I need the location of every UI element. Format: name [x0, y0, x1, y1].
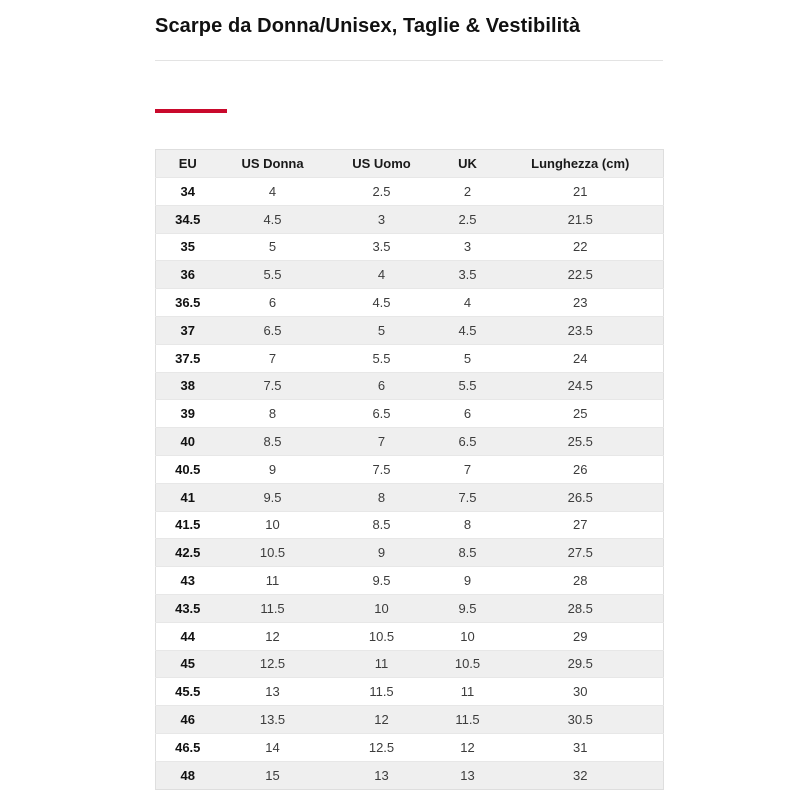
table-cell: 12.5 [368, 739, 395, 755]
table-cell: 6 [377, 378, 386, 394]
table-row [156, 678, 664, 706]
column-header-uk: UK [458, 156, 477, 171]
table-cell: 29 [573, 628, 588, 644]
page-title: Scarpe da Donna/Unisex, Taglie & Vestibilità [155, 15, 581, 37]
table-cell: 13 [460, 767, 475, 783]
table-cell: 34.5 [175, 211, 201, 227]
table-row [156, 344, 664, 372]
table-cell: 3.5 [458, 267, 477, 283]
table-row [156, 289, 664, 317]
table-cell: 5.5 [372, 350, 391, 366]
table-cell: 7.5 [372, 461, 391, 477]
table-cell: 9.5 [372, 573, 391, 589]
table-cell: 9 [463, 573, 472, 589]
table-cell: 7 [268, 350, 277, 366]
table-cell: 39 [180, 406, 195, 422]
table-row [156, 261, 664, 289]
table-row [156, 205, 664, 233]
table-cell: 44 [180, 628, 195, 644]
table-cell: 6.5 [458, 434, 477, 450]
table-row [156, 316, 664, 344]
table-cell: 5.5 [458, 378, 477, 394]
table-cell: 3.5 [372, 239, 391, 255]
table-cell: 6 [268, 295, 277, 311]
table-cell: 15 [265, 767, 280, 783]
table-cell: 3 [377, 211, 386, 227]
table-row [156, 178, 664, 206]
table-row [156, 233, 664, 261]
table-cell: 5.5 [263, 267, 282, 283]
table-cell: 14 [265, 739, 280, 755]
table-cell: 11 [265, 573, 280, 589]
table-cell: 26 [573, 461, 588, 477]
table-cell: 40 [180, 434, 195, 450]
size-table-header [156, 150, 664, 178]
table-cell: 21.5 [567, 211, 593, 227]
table-cell: 3 [463, 239, 472, 255]
table-cell: 4 [377, 267, 386, 283]
table-row [156, 511, 664, 539]
table-cell: 32 [573, 767, 588, 783]
table-cell: 13 [374, 767, 389, 783]
size-table-body [156, 178, 664, 790]
table-row [156, 733, 664, 761]
table-cell: 38 [180, 378, 195, 394]
accent-bar [155, 109, 227, 113]
table-cell: 7.5 [263, 378, 282, 394]
table-cell: 46 [180, 712, 195, 728]
table-cell: 10.5 [368, 628, 395, 644]
table-cell: 5 [463, 350, 472, 366]
table-cell: 7 [377, 434, 386, 450]
table-cell: 10.5 [259, 545, 286, 561]
table-cell: 11 [374, 656, 389, 672]
table-row [156, 567, 664, 595]
table-row [156, 372, 664, 400]
table-cell: 13.5 [259, 712, 286, 728]
table-cell: 12 [460, 739, 475, 755]
table-cell: 28 [573, 573, 588, 589]
table-cell: 36.5 [175, 295, 201, 311]
column-header-eu: EU [178, 156, 197, 171]
table-row [156, 706, 664, 734]
table-cell: 13 [265, 684, 280, 700]
table-cell: 4.5 [372, 295, 391, 311]
table-cell: 45.5 [175, 684, 201, 700]
table-cell: 24 [573, 350, 588, 366]
table-row [156, 594, 664, 622]
table-cell: 8.5 [372, 517, 391, 533]
table-cell: 25 [573, 406, 588, 422]
table-cell: 25.5 [567, 434, 593, 450]
table-cell: 43 [180, 573, 195, 589]
table-cell: 4 [268, 183, 277, 199]
table-cell: 11.5 [369, 684, 394, 700]
table-cell: 8.5 [458, 545, 477, 561]
table-cell: 5 [377, 322, 386, 338]
table-cell: 12 [374, 712, 389, 728]
table-cell: 2 [463, 183, 472, 199]
table-cell: 8 [463, 517, 472, 533]
table-cell: 2.5 [458, 211, 477, 227]
size-conversion-table [155, 149, 664, 790]
table-cell: 42.5 [175, 545, 201, 561]
table-cell: 2.5 [372, 183, 391, 199]
table-row [156, 650, 664, 678]
column-header-us-donna: US Donna [241, 156, 304, 171]
title-divider [155, 60, 663, 61]
size-guide-section [155, 0, 663, 790]
table-row [156, 483, 664, 511]
header-row [156, 150, 664, 178]
table-cell: 22.5 [567, 267, 593, 283]
table-cell: 30.5 [567, 712, 593, 728]
column-header-lunghezza-cm: Lunghezza (cm) [531, 156, 630, 171]
table-cell: 6 [463, 406, 472, 422]
table-row [156, 428, 664, 456]
table-row [156, 761, 664, 789]
table-cell: 26.5 [567, 489, 593, 505]
table-cell: 23.5 [567, 322, 593, 338]
table-cell: 34 [180, 183, 195, 199]
table-row [156, 622, 664, 650]
table-cell: 10 [265, 517, 280, 533]
table-cell: 21 [573, 183, 588, 199]
table-cell: 9 [268, 461, 277, 477]
table-cell: 11.5 [260, 600, 285, 616]
table-cell: 45 [180, 656, 195, 672]
table-cell: 4.5 [458, 322, 477, 338]
table-cell: 28.5 [567, 600, 593, 616]
table-cell: 24.5 [567, 378, 593, 394]
table-cell: 7 [463, 461, 472, 477]
table-cell: 7.5 [458, 489, 477, 505]
table-cell: 12.5 [259, 656, 286, 672]
table-cell: 30 [573, 684, 588, 700]
table-cell: 27.5 [567, 545, 593, 561]
table-cell: 40.5 [175, 461, 201, 477]
table-cell: 11.5 [455, 712, 480, 728]
table-cell: 5 [268, 239, 277, 255]
table-cell: 35 [180, 239, 195, 255]
table-cell: 22 [573, 239, 588, 255]
table-cell: 4.5 [263, 211, 282, 227]
table-row [156, 455, 664, 483]
table-cell: 29.5 [567, 656, 593, 672]
table-cell: 43.5 [175, 600, 201, 616]
table-cell: 10.5 [454, 656, 481, 672]
table-cell: 11 [460, 684, 475, 700]
table-cell: 8 [268, 406, 277, 422]
table-cell: 36 [180, 267, 195, 283]
table-cell: 48 [180, 767, 195, 783]
table-cell: 10 [374, 600, 389, 616]
column-header-us-uomo: US Uomo [352, 156, 411, 171]
table-cell: 10 [460, 628, 475, 644]
table-cell: 6.5 [263, 322, 282, 338]
table-cell: 9 [377, 545, 386, 561]
table-cell: 8.5 [263, 434, 282, 450]
table-cell: 41.5 [175, 517, 201, 533]
table-cell: 4 [463, 295, 472, 311]
table-cell: 6.5 [372, 406, 391, 422]
table-cell: 9.5 [263, 489, 282, 505]
table-row [156, 539, 664, 567]
table-cell: 41 [180, 489, 195, 505]
table-cell: 12 [265, 628, 280, 644]
table-cell: 23 [573, 295, 588, 311]
table-cell: 27 [573, 517, 588, 533]
table-cell: 46.5 [175, 739, 201, 755]
table-cell: 8 [377, 489, 386, 505]
table-cell: 37.5 [175, 350, 201, 366]
table-row [156, 400, 664, 428]
table-cell: 37 [180, 322, 195, 338]
table-cell: 31 [573, 739, 588, 755]
table-cell: 9.5 [458, 600, 477, 616]
